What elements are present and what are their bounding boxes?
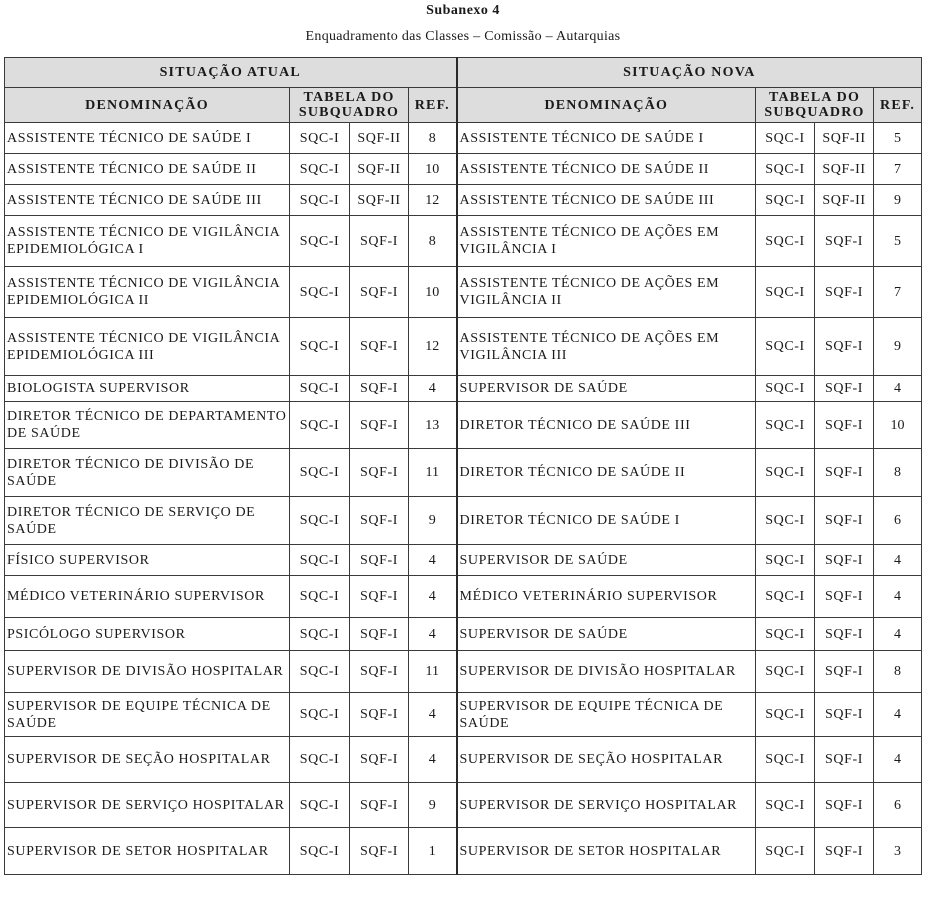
column-header-denomination-new: DENOMINAÇÃO xyxy=(457,88,756,123)
current-ref-cell: 12 xyxy=(409,185,457,216)
new-sqc-cell: SQC-I xyxy=(756,154,815,185)
current-sqf-cell: SQF-I xyxy=(350,216,409,267)
new-ref-cell: 9 xyxy=(874,185,922,216)
group-header-current: SITUAÇÃO ATUAL xyxy=(5,58,457,88)
table-row xyxy=(5,267,922,318)
current-ref-cell: 11 xyxy=(409,449,457,497)
current-ref-cell: 4 xyxy=(409,576,457,618)
current-ref-cell: 4 xyxy=(409,737,457,783)
new-denomination-cell: ASSISTENTE TÉCNICO DE SAÚDE II xyxy=(457,154,756,185)
new-denomination-cell: SUPERVISOR DE SERVIÇO HOSPITALAR xyxy=(457,783,756,828)
new-sqf-cell: SQF-I xyxy=(815,267,874,318)
current-sqc-cell: SQC-I xyxy=(290,376,350,402)
current-ref-cell: 10 xyxy=(409,154,457,185)
new-ref-cell: 4 xyxy=(874,618,922,651)
current-denomination-cell: SUPERVISOR DE EQUIPE TÉCNICA DE SAÚDE xyxy=(5,693,290,737)
table-row xyxy=(5,545,922,576)
current-sqc-cell: SQC-I xyxy=(290,545,350,576)
table-row xyxy=(5,318,922,376)
current-sqf-cell: SQF-I xyxy=(350,267,409,318)
new-sqf-cell: SQF-I xyxy=(815,545,874,576)
new-denomination-cell: ASSISTENTE TÉCNICO DE SAÚDE I xyxy=(457,123,756,154)
new-sqc-cell: SQC-I xyxy=(756,618,815,651)
current-sqc-cell: SQC-I xyxy=(290,267,350,318)
current-sqf-cell: SQF-I xyxy=(350,402,409,449)
new-sqc-cell: SQC-I xyxy=(756,318,815,376)
new-sqf-cell: SQF-I xyxy=(815,651,874,693)
new-sqf-cell: SQF-I xyxy=(815,318,874,376)
current-denomination-cell: ASSISTENTE TÉCNICO DE VIGILÂNCIA EPIDEMIOLÓGICA II xyxy=(5,267,290,318)
new-denomination-cell: ASSISTENTE TÉCNICO DE AÇÕES EM VIGILÂNCIA I xyxy=(457,216,756,267)
current-denomination-cell: DIRETOR TÉCNICO DE DIVISÃO DE SAÚDE xyxy=(5,449,290,497)
new-denomination-cell: SUPERVISOR DE SETOR HOSPITALAR xyxy=(457,828,756,875)
current-denomination-cell: ASSISTENTE TÉCNICO DE VIGILÂNCIA EPIDEMIOLÓGICA I xyxy=(5,216,290,267)
new-sqc-cell: SQC-I xyxy=(756,693,815,737)
new-denomination-cell: DIRETOR TÉCNICO DE SAÚDE I xyxy=(457,497,756,545)
new-sqc-cell: SQC-I xyxy=(756,267,815,318)
new-ref-cell: 6 xyxy=(874,783,922,828)
new-denomination-cell: ASSISTENTE TÉCNICO DE AÇÕES EM VIGILÂNCIA II xyxy=(457,267,756,318)
current-sqf-cell: SQF-I xyxy=(350,318,409,376)
table-row xyxy=(5,216,922,267)
current-sqf-cell: SQF-I xyxy=(350,828,409,875)
new-sqc-cell: SQC-I xyxy=(756,185,815,216)
current-sqc-cell: SQC-I xyxy=(290,402,350,449)
new-sqc-cell: SQC-I xyxy=(756,545,815,576)
current-ref-cell: 1 xyxy=(409,828,457,875)
current-ref-cell: 8 xyxy=(409,123,457,154)
new-sqf-cell: SQF-I xyxy=(815,497,874,545)
new-sqc-cell: SQC-I xyxy=(756,376,815,402)
new-sqf-cell: SQF-I xyxy=(815,693,874,737)
current-ref-cell: 8 xyxy=(409,216,457,267)
current-denomination-cell: ASSISTENTE TÉCNICO DE SAÚDE I xyxy=(5,123,290,154)
new-ref-cell: 8 xyxy=(874,651,922,693)
new-sqc-cell: SQC-I xyxy=(756,123,815,154)
new-ref-cell: 3 xyxy=(874,828,922,875)
current-ref-cell: 11 xyxy=(409,651,457,693)
current-sqf-cell: SQF-I xyxy=(350,737,409,783)
current-sqc-cell: SQC-I xyxy=(290,318,350,376)
new-ref-cell: 6 xyxy=(874,497,922,545)
current-ref-cell: 4 xyxy=(409,545,457,576)
new-denomination-cell: DIRETOR TÉCNICO DE SAÚDE III xyxy=(457,402,756,449)
table-row xyxy=(5,693,922,737)
current-denomination-cell: ASSISTENTE TÉCNICO DE SAÚDE II xyxy=(5,154,290,185)
current-sqf-cell: SQF-I xyxy=(350,693,409,737)
current-denomination-cell: DIRETOR TÉCNICO DE DEPARTAMENTO DE SAÚDE xyxy=(5,402,290,449)
current-ref-cell: 10 xyxy=(409,267,457,318)
column-header-table-current: TABELA DO SUBQUADRO xyxy=(290,88,409,123)
table-body xyxy=(5,123,922,875)
current-ref-cell: 12 xyxy=(409,318,457,376)
new-sqc-cell: SQC-I xyxy=(756,402,815,449)
group-header-new: SITUAÇÃO NOVA xyxy=(457,58,922,88)
new-denomination-cell: SUPERVISOR DE SAÚDE xyxy=(457,545,756,576)
current-sqc-cell: SQC-I xyxy=(290,737,350,783)
table-row xyxy=(5,828,922,875)
current-denomination-cell: PSICÓLOGO SUPERVISOR xyxy=(5,618,290,651)
table-row xyxy=(5,449,922,497)
table-row xyxy=(5,402,922,449)
current-ref-cell: 4 xyxy=(409,693,457,737)
current-sqc-cell: SQC-I xyxy=(290,576,350,618)
new-sqc-cell: SQC-I xyxy=(756,651,815,693)
current-sqf-cell: SQF-I xyxy=(350,576,409,618)
current-ref-cell: 13 xyxy=(409,402,457,449)
current-sqf-cell: SQF-II xyxy=(350,185,409,216)
new-sqc-cell: SQC-I xyxy=(756,828,815,875)
current-sqf-cell: SQF-I xyxy=(350,376,409,402)
new-sqf-cell: SQF-I xyxy=(815,216,874,267)
current-ref-cell: 4 xyxy=(409,618,457,651)
current-sqc-cell: SQC-I xyxy=(290,828,350,875)
table-row xyxy=(5,618,922,651)
new-sqf-cell: SQF-I xyxy=(815,402,874,449)
new-sqc-cell: SQC-I xyxy=(756,737,815,783)
new-sqf-cell: SQF-I xyxy=(815,618,874,651)
new-sqf-cell: SQF-I xyxy=(815,449,874,497)
new-denomination-cell: SUPERVISOR DE EQUIPE TÉCNICA DE SAÚDE xyxy=(457,693,756,737)
new-denomination-cell: ASSISTENTE TÉCNICO DE SAÚDE III xyxy=(457,185,756,216)
new-ref-cell: 7 xyxy=(874,154,922,185)
current-denomination-cell: BIOLOGISTA SUPERVISOR xyxy=(5,376,290,402)
new-sqc-cell: SQC-I xyxy=(756,497,815,545)
new-ref-cell: 5 xyxy=(874,123,922,154)
new-sqf-cell: SQF-I xyxy=(815,783,874,828)
current-sqf-cell: SQF-I xyxy=(350,783,409,828)
current-sqc-cell: SQC-I xyxy=(290,185,350,216)
new-sqf-cell: SQF-I xyxy=(815,828,874,875)
classes-table xyxy=(4,57,922,875)
current-sqf-cell: SQF-II xyxy=(350,154,409,185)
column-header-denomination-current: DENOMINAÇÃO xyxy=(5,88,290,123)
current-denomination-cell: SUPERVISOR DE SETOR HOSPITALAR xyxy=(5,828,290,875)
current-sqc-cell: SQC-I xyxy=(290,651,350,693)
current-denomination-cell: SUPERVISOR DE SEÇÃO HOSPITALAR xyxy=(5,737,290,783)
new-denomination-cell: SUPERVISOR DE SEÇÃO HOSPITALAR xyxy=(457,737,756,783)
current-sqc-cell: SQC-I xyxy=(290,123,350,154)
table-row xyxy=(5,651,922,693)
current-sqf-cell: SQF-II xyxy=(350,123,409,154)
table-row xyxy=(5,737,922,783)
column-header-ref-current: REF. xyxy=(409,88,457,123)
table-row xyxy=(5,154,922,185)
current-sqf-cell: SQF-I xyxy=(350,545,409,576)
current-denomination-cell: DIRETOR TÉCNICO DE SERVIÇO DE SAÚDE xyxy=(5,497,290,545)
table-row xyxy=(5,576,922,618)
column-header-ref-new: REF. xyxy=(874,88,922,123)
new-ref-cell: 9 xyxy=(874,318,922,376)
current-denomination-cell: SUPERVISOR DE SERVIÇO HOSPITALAR xyxy=(5,783,290,828)
new-ref-cell: 7 xyxy=(874,267,922,318)
column-header-row xyxy=(5,88,922,123)
current-sqf-cell: SQF-I xyxy=(350,618,409,651)
table-row xyxy=(5,497,922,545)
current-ref-cell: 9 xyxy=(409,497,457,545)
new-denomination-cell: DIRETOR TÉCNICO DE SAÚDE II xyxy=(457,449,756,497)
current-denomination-cell: FÍSICO SUPERVISOR xyxy=(5,545,290,576)
new-ref-cell: 4 xyxy=(874,376,922,402)
new-ref-cell: 5 xyxy=(874,216,922,267)
new-ref-cell: 4 xyxy=(874,545,922,576)
table-row xyxy=(5,783,922,828)
current-sqc-cell: SQC-I xyxy=(290,497,350,545)
new-sqc-cell: SQC-I xyxy=(756,449,815,497)
current-sqc-cell: SQC-I xyxy=(290,154,350,185)
new-denomination-cell: SUPERVISOR DE SAÚDE xyxy=(457,618,756,651)
group-header-row xyxy=(5,58,922,88)
current-ref-cell: 9 xyxy=(409,783,457,828)
new-denomination-cell: SUPERVISOR DE DIVISÃO HOSPITALAR xyxy=(457,651,756,693)
new-ref-cell: 10 xyxy=(874,402,922,449)
current-sqc-cell: SQC-I xyxy=(290,618,350,651)
current-sqc-cell: SQC-I xyxy=(290,783,350,828)
current-sqf-cell: SQF-I xyxy=(350,651,409,693)
current-sqf-cell: SQF-I xyxy=(350,449,409,497)
new-ref-cell: 8 xyxy=(874,449,922,497)
current-denomination-cell: SUPERVISOR DE DIVISÃO HOSPITALAR xyxy=(5,651,290,693)
current-denomination-cell: ASSISTENTE TÉCNICO DE SAÚDE III xyxy=(5,185,290,216)
new-sqf-cell: SQF-I xyxy=(815,737,874,783)
new-sqc-cell: SQC-I xyxy=(756,576,815,618)
current-sqf-cell: SQF-I xyxy=(350,497,409,545)
new-denomination-cell: SUPERVISOR DE SAÚDE xyxy=(457,376,756,402)
document-subtitle: Enquadramento das Classes – Comissão – Autarquias xyxy=(305,29,621,44)
new-sqf-cell: SQF-II xyxy=(815,154,874,185)
current-denomination-cell: MÉDICO VETERINÁRIO SUPERVISOR xyxy=(5,576,290,618)
current-sqc-cell: SQC-I xyxy=(290,449,350,497)
new-sqf-cell: SQF-II xyxy=(815,123,874,154)
new-sqf-cell: SQF-II xyxy=(815,185,874,216)
current-sqc-cell: SQC-I xyxy=(290,693,350,737)
new-sqf-cell: SQF-I xyxy=(815,376,874,402)
current-sqc-cell: SQC-I xyxy=(290,216,350,267)
new-sqc-cell: SQC-I xyxy=(756,783,815,828)
document-title: Subanexo 4 xyxy=(426,3,500,18)
current-ref-cell: 4 xyxy=(409,376,457,402)
table-row xyxy=(5,123,922,154)
current-denomination-cell: ASSISTENTE TÉCNICO DE VIGILÂNCIA EPIDEMIOLÓGICA III xyxy=(5,318,290,376)
new-ref-cell: 4 xyxy=(874,576,922,618)
new-ref-cell: 4 xyxy=(874,737,922,783)
new-sqc-cell: SQC-I xyxy=(756,216,815,267)
column-header-table-new: TABELA DO SUBQUADRO xyxy=(756,88,874,123)
new-sqf-cell: SQF-I xyxy=(815,576,874,618)
new-denomination-cell: ASSISTENTE TÉCNICO DE AÇÕES EM VIGILÂNCIA III xyxy=(457,318,756,376)
table-row xyxy=(5,185,922,216)
new-denomination-cell: MÉDICO VETERINÁRIO SUPERVISOR xyxy=(457,576,756,618)
new-ref-cell: 4 xyxy=(874,693,922,737)
table-row xyxy=(5,376,922,402)
